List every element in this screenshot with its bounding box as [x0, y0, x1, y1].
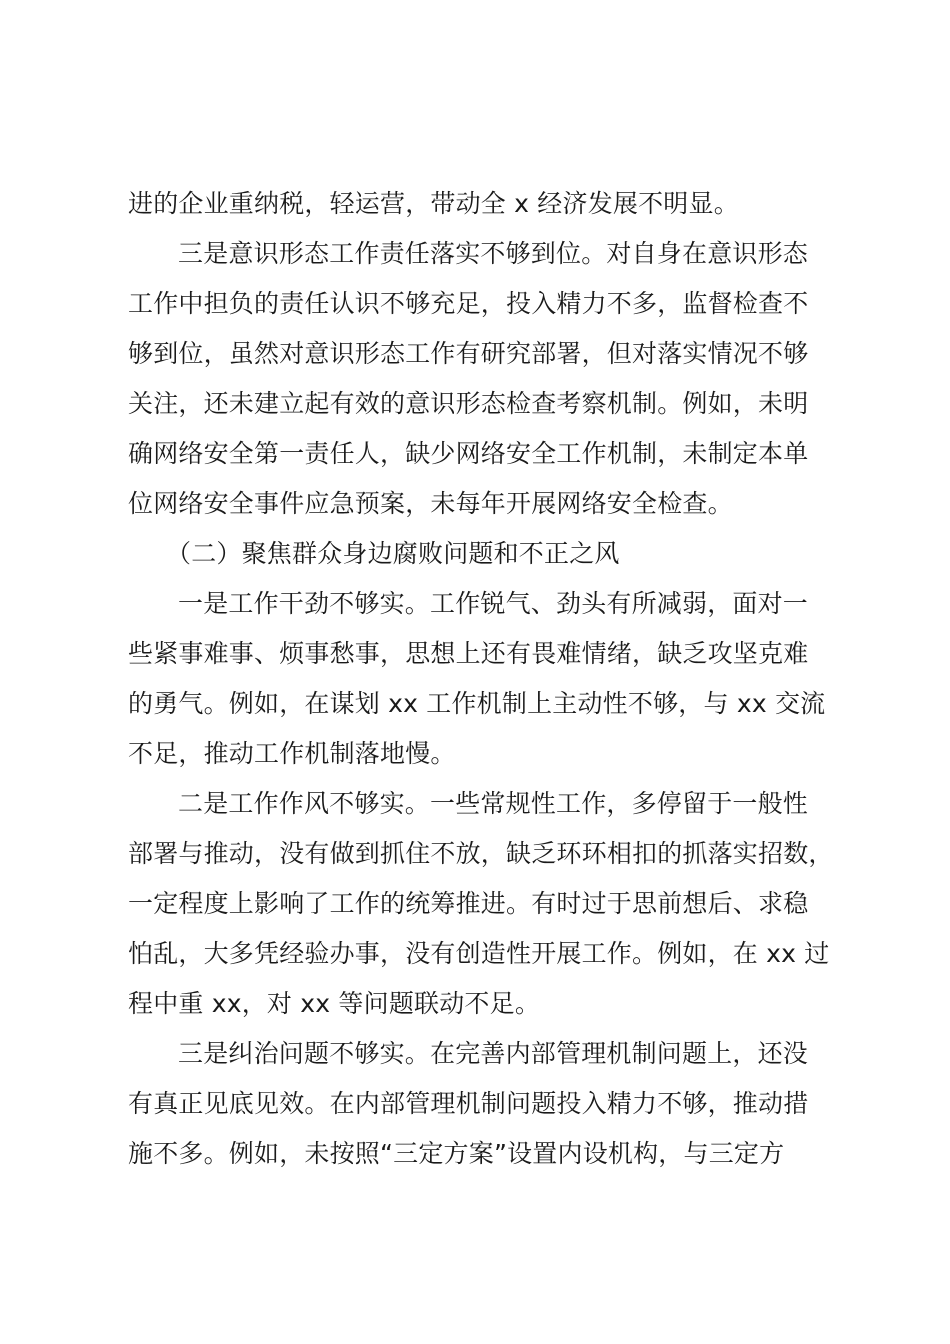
text-line: 部署与推动，没有做到抓住不放，缺乏环环相扣的抓落实招数，: [128, 839, 834, 868]
text-line: 施不多。例如，未按照“三定方案”设置内设机构，与三定方: [128, 1139, 785, 1168]
text-line: 进的企业重纳税，轻运营，带动全 x 经济发展不明显。: [128, 189, 739, 218]
paragraph-start-line: 一是工作干劲不够实。工作锐气、劲头有所减弱，面对一: [178, 589, 809, 618]
text-line: 有真正见底见效。在内部管理机制问题投入精力不够，推动措: [128, 1089, 809, 1118]
paragraph-start-line: 二是工作作风不够实。一些常规性工作，多停留于一般性: [178, 789, 809, 818]
paragraph-start-line: 三是纠治问题不够实。在完善内部管理机制问题上，还没: [178, 1039, 809, 1068]
text-line: 够到位，虽然对意识形态工作有研究部署，但对落实情况不够: [128, 339, 809, 368]
text-line: 程中重 xx，对 xx 等问题联动不足。: [128, 989, 541, 1018]
text-line: 一定程度上影响了工作的统筹推进。有时过于思前想后、求稳: [128, 889, 809, 918]
text-line: 怕乱，大多凭经验办事，没有创造性开展工作。例如，在 xx 过: [128, 939, 830, 968]
text-line: 关注，还未建立起有效的意识形态检查考察机制。例如，未明: [128, 389, 809, 418]
text-line: 不足，推动工作机制落地慢。: [128, 739, 456, 768]
section-heading: （二）聚焦群众身边腐败问题和不正之风: [166, 539, 620, 568]
text-line: 确网络安全第一责任人，缺少网络安全工作机制，未制定本单: [128, 439, 809, 468]
paragraph-start-line: 三是意识形态工作责任落实不够到位。对自身在意识形态: [178, 239, 809, 268]
text-line: 的勇气。例如，在谋划 xx 工作机制上主动性不够，与 xx 交流: [128, 689, 826, 718]
text-line: 位网络安全事件应急预案，未每年开展网络安全检查。: [128, 489, 733, 518]
text-line: 些紧事难事、烦事愁事，思想上还有畏难情绪，缺乏攻坚克难: [128, 639, 809, 668]
text-line: 工作中担负的责任认识不够充足，投入精力不多，监督检查不: [128, 289, 809, 318]
